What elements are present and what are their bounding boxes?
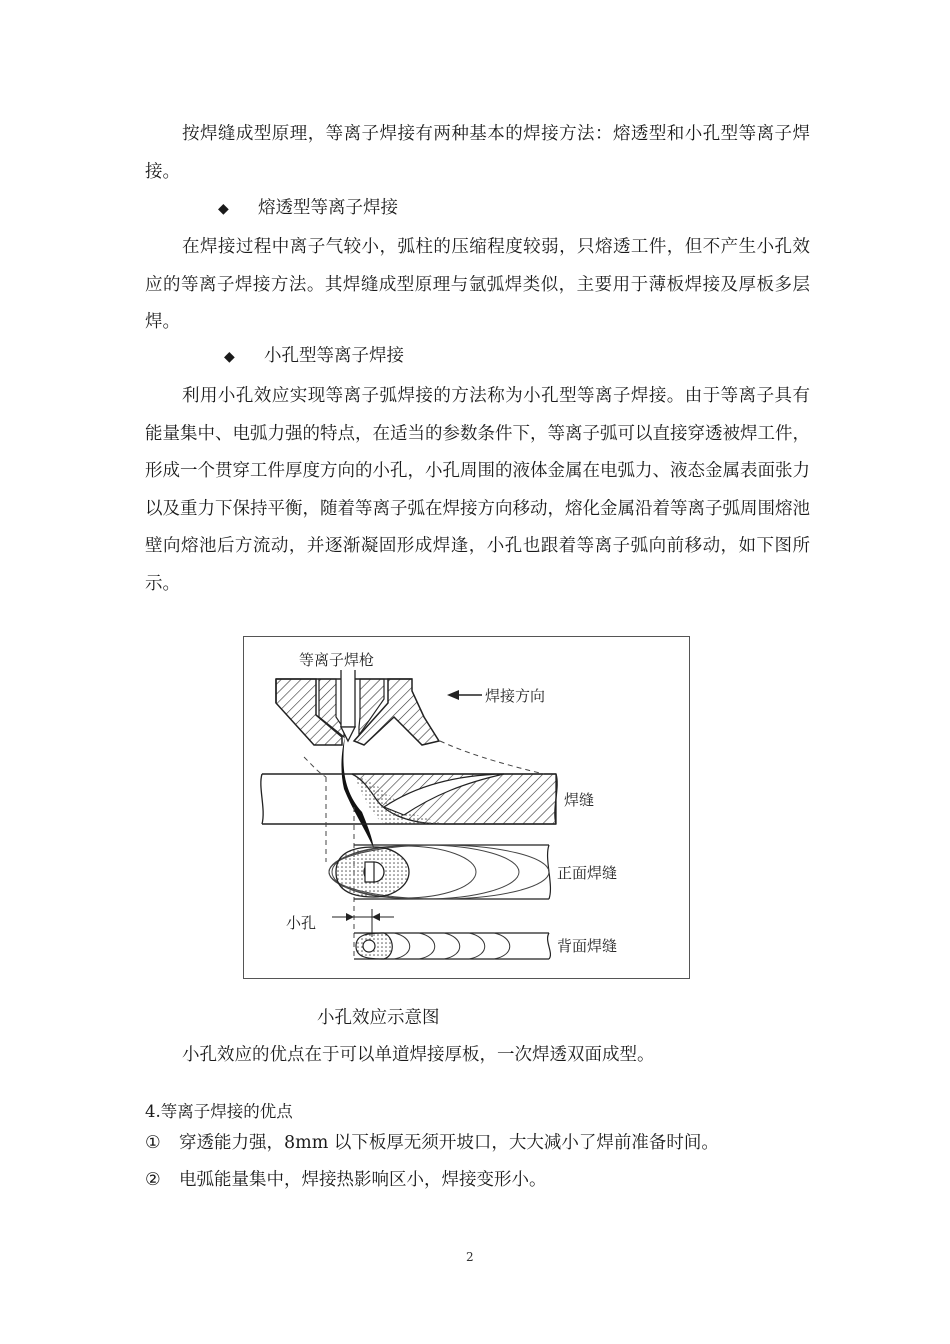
intro-paragraph: 按焊缝成型原理，等离子焊接有两种基本的焊接方法：熔透型和小孔型等离子焊接。 (145, 124, 810, 182)
direction-arrow-icon (447, 690, 482, 700)
melt-through-heading: 熔透型等离子焊接 (258, 198, 398, 218)
diamond-bullet-icon: ◆ (218, 201, 229, 217)
keyhole-heading: 小孔型等离子焊接 (264, 346, 404, 366)
melt-through-paragraph: 在焊接过程中离子气较小，弧柱的压缩程度较弱，只熔透工件，但不产生小孔效应的等离子焊接方法。其焊缝成型原理与氩弧焊类似，主要用于薄板焊接及厚板多层焊。 (145, 237, 810, 332)
keyhole-paragraph: 利用小孔效应实现等离子弧焊接的方法称为小孔型等离子焊接。由于等离子具有能量集中、电弧力强的特点，在适当的参数条件下，等离子弧可以直接穿透被焊工件，形成一个贯穿工件厚度方向的小孔，小孔周围的液体金属在电弧力、液态金属表面张力以及重力下保持平衡，随着等离子弧在焊接方向移动，熔化金属沿着等离子弧周围熔池壁向熔池后方流动，并逐渐凝固形成焊逢，小孔也跟着等离子弧向前移动，如下图所示。 (145, 386, 810, 594)
back-weld-view (354, 933, 550, 959)
item-text: 穿透能力强，8mm 以下板厚无须开坡口，大大减小了焊前准备时间。 (179, 1133, 719, 1153)
advantage-item (145, 1166, 547, 1191)
item-text: 电弧能量集中，焊接热影响区小，焊接变形小。 (179, 1170, 547, 1190)
advantage-item (145, 1129, 719, 1154)
diamond-bullet-icon: ◆ (224, 349, 235, 365)
label-back-weld: 背面焊缝 (557, 937, 618, 955)
keyhole-advantage-sentence: 小孔效应的优点在于可以单道焊接厚板，一次焊透双面成型。 (182, 1045, 655, 1065)
keyhole-effect-figure (243, 636, 690, 979)
page-number: 2 (466, 1250, 474, 1264)
figure-caption: 小孔效应示意图 (317, 1008, 440, 1028)
label-direction: 焊接方向 (485, 687, 546, 705)
bullet-keyhole (224, 344, 404, 369)
label-weld: 焊缝 (564, 791, 595, 809)
torch-body (276, 657, 439, 745)
label-torch: 等离子焊枪 (299, 651, 375, 669)
label-front-weld: 正面焊缝 (557, 864, 618, 882)
workpiece (261, 774, 557, 824)
bullet-melt-through (218, 196, 398, 221)
item-number: ② (145, 1170, 161, 1190)
front-weld-view (329, 845, 550, 899)
section-heading: 4.等离子焊接的优点 (145, 1102, 293, 1121)
item-number: ① (145, 1133, 161, 1153)
label-keyhole: 小孔 (286, 914, 317, 932)
